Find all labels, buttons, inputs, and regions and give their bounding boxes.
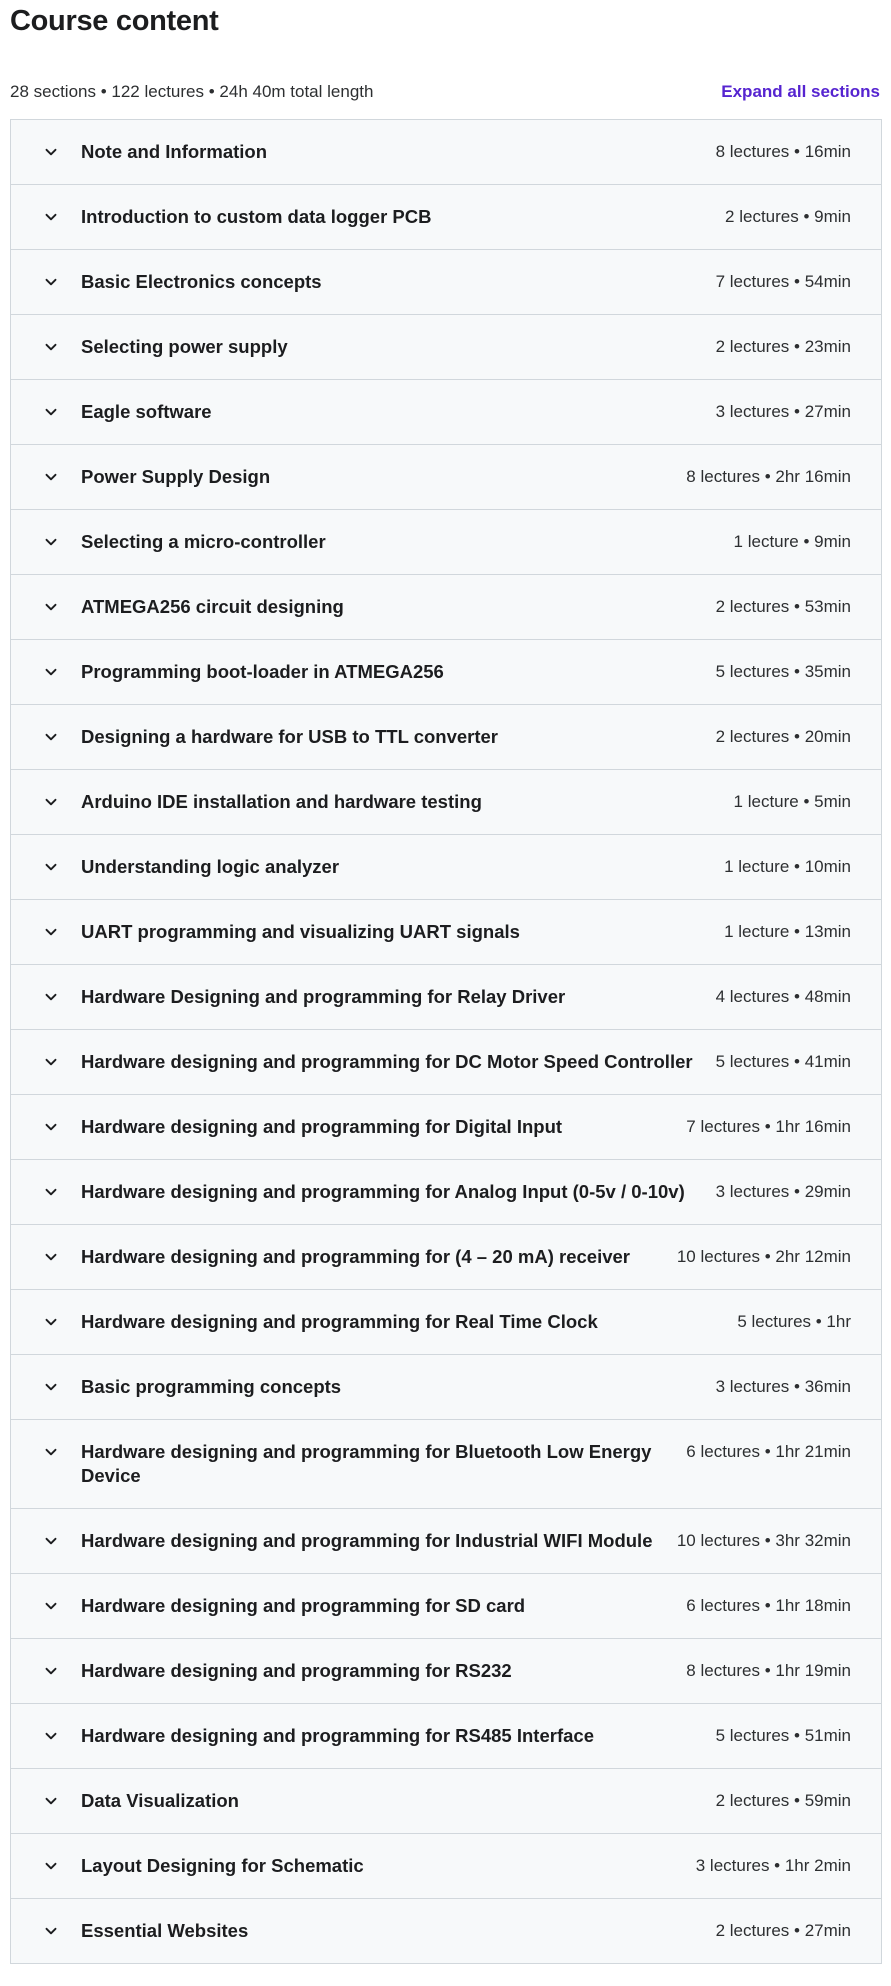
section-meta: 2 lectures • 27min	[715, 1921, 851, 1940]
section-title: Data Visualization	[81, 1790, 239, 1811]
page-title: Course content	[10, 5, 219, 37]
section-row[interactable]	[11, 900, 881, 965]
section-row[interactable]	[11, 1420, 881, 1509]
section-meta: 7 lectures • 54min	[715, 272, 851, 291]
section-title: Hardware designing and programming for Digital Input	[81, 1116, 563, 1137]
section-meta: 3 lectures • 36min	[715, 1377, 851, 1396]
section-meta: 1 lecture • 9min	[733, 532, 851, 551]
section-title: Power Supply Design	[81, 466, 271, 487]
section-row[interactable]	[11, 315, 881, 380]
section-row[interactable]	[11, 1704, 881, 1769]
section-title: Introduction to custom data logger PCB	[81, 206, 432, 227]
section-row[interactable]	[11, 510, 881, 575]
chevron-down-icon[interactable]	[43, 599, 59, 615]
section-meta: 4 lectures • 48min	[715, 987, 851, 1006]
section-title: Note and Information	[81, 141, 268, 162]
chevron-down-icon[interactable]	[43, 1923, 59, 1939]
section-meta: 2 lectures • 9min	[725, 207, 851, 226]
section-row[interactable]	[11, 1899, 881, 1964]
section-title: UART programming and visualizing UART signals	[81, 921, 520, 942]
section-meta: 3 lectures • 1hr 2min	[695, 1856, 851, 1875]
section-title: Hardware designing and programming for RS485 Interface	[81, 1725, 594, 1746]
section-meta: 3 lectures • 27min	[715, 402, 851, 421]
section-row[interactable]	[11, 185, 881, 250]
chevron-down-icon[interactable]	[43, 144, 59, 160]
chevron-down-icon[interactable]	[43, 1533, 59, 1549]
section-title: Layout Designing for Schematic	[81, 1855, 364, 1876]
chevron-down-icon[interactable]	[43, 1314, 59, 1330]
section-title: Basic programming concepts	[81, 1376, 342, 1397]
chevron-down-icon[interactable]	[43, 209, 59, 225]
section-title: Hardware designing and programming for (4 – 20 mA) receiver	[81, 1246, 630, 1267]
section-row[interactable]	[11, 1225, 881, 1290]
chevron-down-icon[interactable]	[43, 1728, 59, 1744]
section-row[interactable]	[11, 835, 881, 900]
section-meta: 10 lectures • 3hr 32min	[676, 1531, 851, 1550]
section-row[interactable]	[11, 1509, 881, 1574]
section-meta: 10 lectures • 2hr 12min	[676, 1247, 851, 1266]
section-meta: 5 lectures • 35min	[715, 662, 851, 681]
section-row[interactable]	[11, 1769, 881, 1834]
section-row[interactable]	[11, 445, 881, 510]
section-title: Hardware designing and programming for DC Motor Speed Controller	[81, 1051, 693, 1072]
chevron-down-icon[interactable]	[43, 534, 59, 550]
section-row[interactable]	[11, 1030, 881, 1095]
section-title: Hardware designing and programming for Real Time Clock	[81, 1311, 598, 1332]
section-title: Hardware Designing and programming for Relay Driver	[81, 986, 566, 1007]
section-row[interactable]	[11, 1834, 881, 1899]
chevron-down-icon[interactable]	[43, 859, 59, 875]
section-row[interactable]	[11, 575, 881, 640]
course-summary-row	[10, 67, 882, 117]
section-row[interactable]	[11, 965, 881, 1030]
chevron-down-icon[interactable]	[43, 469, 59, 485]
section-meta: 6 lectures • 1hr 18min	[686, 1596, 851, 1615]
section-title: Basic Electronics concepts	[81, 271, 322, 292]
section-title: Programming boot-loader in ATMEGA256	[81, 661, 444, 682]
section-title: Hardware designing and programming for Bluetooth Low Energy Device	[81, 1441, 652, 1486]
section-row[interactable]	[11, 1639, 881, 1704]
section-row[interactable]	[11, 1095, 881, 1160]
course-content-panel	[10, 0, 891, 1964]
section-title: Selecting a micro-controller	[81, 531, 326, 552]
section-meta: 1 lecture • 5min	[733, 792, 851, 811]
chevron-down-icon[interactable]	[43, 1184, 59, 1200]
chevron-down-icon[interactable]	[43, 404, 59, 420]
section-meta: 5 lectures • 41min	[715, 1052, 851, 1071]
chevron-down-icon[interactable]	[43, 1858, 59, 1874]
section-title: Arduino IDE installation and hardware testing	[81, 791, 482, 812]
section-meta: 7 lectures • 1hr 16min	[686, 1117, 851, 1136]
chevron-down-icon[interactable]	[43, 1379, 59, 1395]
chevron-down-icon[interactable]	[43, 1119, 59, 1135]
expand-all-sections-button[interactable]: Expand all sections	[715, 81, 882, 103]
section-row[interactable]	[11, 1355, 881, 1420]
section-title: ATMEGA256 circuit designing	[81, 596, 344, 617]
chevron-down-icon[interactable]	[43, 989, 59, 1005]
chevron-down-icon[interactable]	[43, 1249, 59, 1265]
section-title: Understanding logic analyzer	[81, 856, 340, 877]
section-title: Hardware designing and programming for Industrial WIFI Module	[81, 1530, 653, 1551]
section-meta: 2 lectures • 59min	[715, 1791, 851, 1810]
section-row[interactable]	[11, 640, 881, 705]
section-meta: 3 lectures • 29min	[715, 1182, 851, 1201]
section-meta: 5 lectures • 51min	[715, 1726, 851, 1745]
chevron-down-icon[interactable]	[43, 1793, 59, 1809]
section-list	[10, 119, 882, 1964]
section-row[interactable]	[11, 250, 881, 315]
chevron-down-icon[interactable]	[43, 924, 59, 940]
section-title: Hardware designing and programming for Analog Input (0-5v / 0-10v)	[81, 1181, 685, 1202]
chevron-down-icon[interactable]	[43, 1663, 59, 1679]
section-meta: 2 lectures • 53min	[715, 597, 851, 616]
section-title: Designing a hardware for USB to TTL converter	[81, 726, 499, 747]
course-summary: 28 sections • 122 lectures • 24h 40m total length	[10, 82, 374, 101]
chevron-down-icon[interactable]	[43, 1054, 59, 1070]
section-meta: 8 lectures • 1hr 19min	[686, 1661, 851, 1680]
section-row[interactable]	[11, 1160, 881, 1225]
section-meta: 6 lectures • 1hr 21min	[686, 1442, 851, 1461]
section-title: Eagle software	[81, 401, 212, 422]
section-meta: 8 lectures • 16min	[715, 142, 851, 161]
chevron-down-icon[interactable]	[43, 729, 59, 745]
section-row[interactable]	[11, 770, 881, 835]
section-row[interactable]	[11, 705, 881, 770]
section-meta: 2 lectures • 20min	[715, 727, 851, 746]
section-meta: 1 lecture • 10min	[724, 857, 851, 876]
section-meta: 1 lecture • 13min	[724, 922, 851, 941]
section-row[interactable]	[11, 120, 881, 185]
section-title: Essential Websites	[81, 1920, 249, 1941]
chevron-down-icon[interactable]	[43, 664, 59, 680]
section-title: Hardware designing and programming for RS232	[81, 1660, 512, 1681]
section-title: Selecting power supply	[81, 336, 288, 357]
section-row[interactable]	[11, 1574, 881, 1639]
chevron-down-icon[interactable]	[43, 1444, 59, 1460]
chevron-down-icon[interactable]	[43, 1598, 59, 1614]
section-row[interactable]	[11, 1290, 881, 1355]
section-meta: 5 lectures • 1hr	[737, 1312, 851, 1331]
section-row[interactable]	[11, 380, 881, 445]
chevron-down-icon[interactable]	[43, 339, 59, 355]
section-meta: 2 lectures • 23min	[715, 337, 851, 356]
section-title: Hardware designing and programming for SD card	[81, 1595, 526, 1616]
chevron-down-icon[interactable]	[43, 794, 59, 810]
chevron-down-icon[interactable]	[43, 274, 59, 290]
section-meta: 8 lectures • 2hr 16min	[686, 467, 851, 486]
